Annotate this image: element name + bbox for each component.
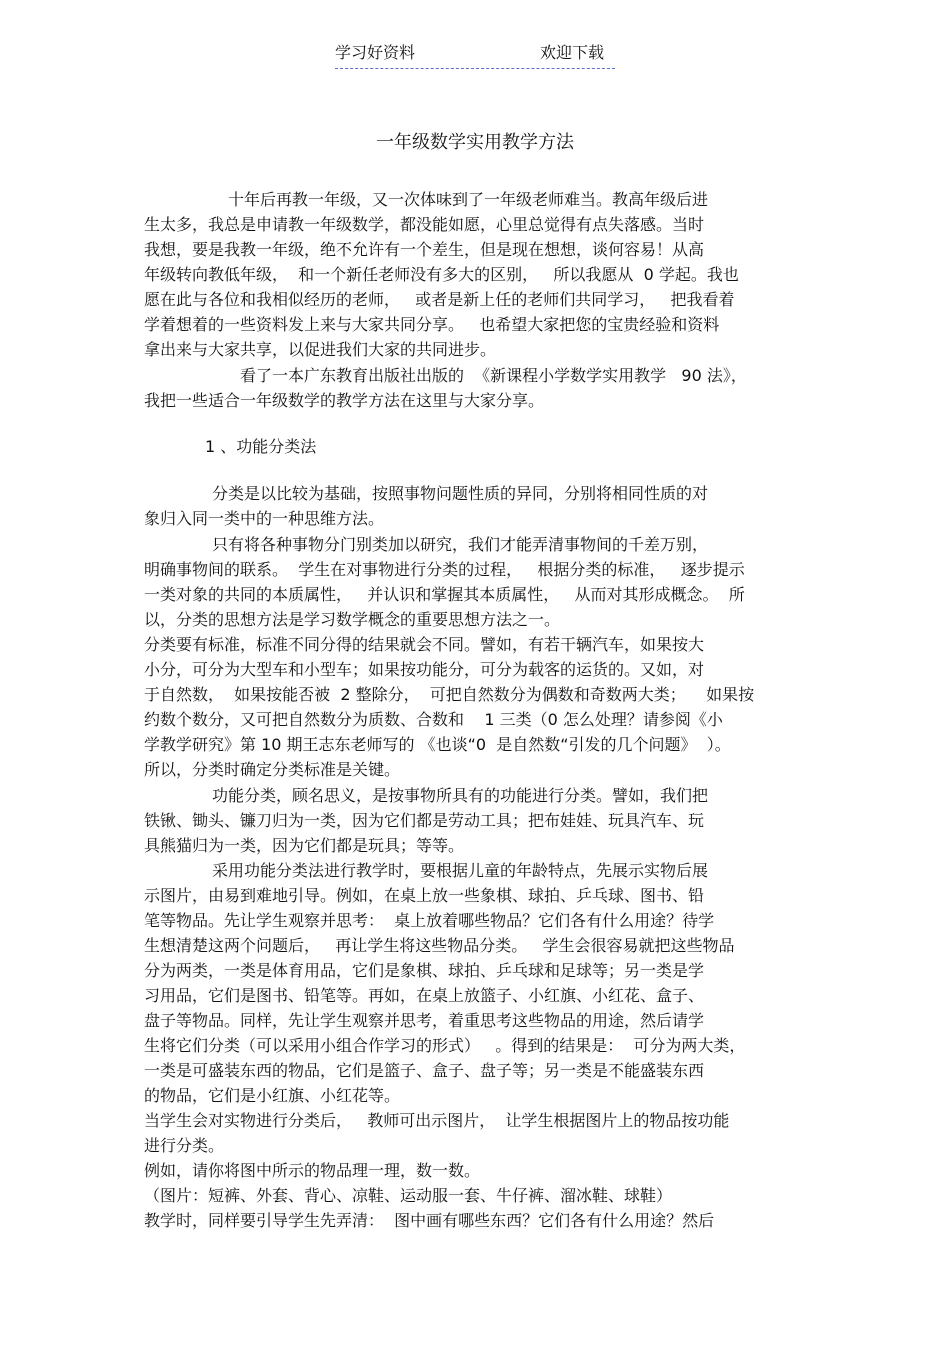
text-line: 愿在此与各位和我相似经历的老师， 或者是新上任的老师们共同学习， 把我看着: [144, 290, 735, 309]
text-line: 生太多，我总是申请教一年级数学，都没能如愿，心里总觉得有点失落感。当时: [144, 215, 705, 234]
text-line: 分类是以比较为基础，按照事物问题性质的异同，分别将相同性质的对: [212, 484, 709, 503]
text-line: 分为两类，一类是体育用品，它们是象棋、球拍、乒乓球和足球等；另一类是学: [144, 961, 705, 980]
text-line: 铁锹、锄头、镰刀归为一类，因为它们都是劳动工具；把布娃娃、玩具汽车、玩: [144, 811, 705, 830]
text-line: 例如，请你将图中所示的物品理一理，数一数。: [144, 1161, 481, 1180]
text-line: 的物品，它们是小红旗、小红花等。: [144, 1086, 401, 1105]
page-header: [335, 42, 615, 69]
document-title: 一年级数学实用教学方法: [376, 132, 574, 153]
text-line: 学教学研究》第 10 期王志东老师写的 《也谈“0 是自然数“引发的几个问题》 ）。: [144, 735, 731, 754]
text-line: 一类对象的共同的本质属性， 并认识和掌握其本质属性， 从而对其形成概念。 所: [144, 585, 745, 604]
text-line: 具熊猫归为一类，因为它们都是玩具；等等。: [144, 836, 465, 855]
text-line: 年级转向教低年级， 和一个新任老师没有多大的区别， 所以我愿从 0 学起。我也: [144, 265, 739, 284]
text-line: 采用功能分类法进行教学时，要根据儿童的年龄特点，先展示实物后展: [212, 861, 709, 880]
text-line: 我想，要是我教一年级，绝不允许有一个差生，但是现在想想，谈何容易！从高: [144, 240, 705, 259]
text-line: 功能分类，顾名思义，是按事物所具有的功能进行分类。譬如，我们把: [212, 786, 709, 805]
text-line: 当学生会对实物进行分类后， 教师可出示图片， 让学生根据图片上的物品按功能: [144, 1111, 730, 1130]
text-line: 笔等物品。先让学生观察并思考： 桌上放着哪些物品？它们各有什么用途？待学: [144, 911, 715, 930]
text-line: 一类是可盛装东西的物品，它们是篮子、盒子、盘子等；另一类是不能盛装东西: [144, 1061, 705, 1080]
text-line: 约数个数分，又可把自然数分为质数、合数和 1 三类（0 怎么处理？请参阅《小: [144, 710, 723, 729]
text-line: （图片：短裤、外套、背心、凉鞋、运动服一套、牛仔裤、溜冰鞋、球鞋）: [144, 1186, 673, 1205]
text-line: 十年后再教一年级，又一次体味到了一年级老师难当。教高年级后进: [228, 190, 709, 209]
text-line: 象归入同一类中的一种思维方法。: [144, 509, 385, 528]
text-line: 以，分类的思想方法是学习数学概念的重要思想方法之一。: [144, 610, 561, 629]
text-line: 我把一些适合一年级数学的教学方法在这里与大家分享。: [144, 391, 545, 410]
text-line: 明确事物间的联系。 学生在对事物进行分类的过程， 根据分类的标准， 逐步提示: [144, 560, 745, 579]
text-line: 习用品，它们是图书、铅笔等。再如，在桌上放篮子、小红旗、小红花、盒子、: [144, 986, 705, 1005]
text-line: 所以，分类时确定分类标准是关键。: [144, 760, 401, 779]
text-line: 生想清楚这两个问题后， 再让学生将这些物品分类。 学生会很容易就把这些物品: [144, 936, 735, 955]
text-line: 看了一本广东教育出版社出版的 《新课程小学数学实用教学 90 法》，: [240, 366, 747, 385]
text-line: 盘子等物品。同样，先让学生观察并思考，着重思考这些物品的用途，然后请学: [144, 1011, 705, 1030]
text-line: 小分，可分为大型车和小型车；如果按功能分，可分为载客的运货的。又如，对: [144, 660, 705, 679]
text-line: 于自然数， 如果按能否被 2 整除分， 可把自然数分为偶数和奇数两大类； 如果按: [144, 685, 755, 704]
text-line: 教学时，同样要引导学生先弄清： 图中画有哪些东西？它们各有什么用途？然后: [144, 1211, 715, 1230]
text-line: 进行分类。: [144, 1136, 225, 1155]
text-line: 学着想着的一些资料发上来与大家共同分享。 也希望大家把您的宝贵经验和资料: [144, 315, 720, 334]
text-line: 分类要有标准，标准不同分得的结果就会不同。譬如，有若干辆汽车，如果按大: [144, 635, 705, 654]
text-line: 生将它们分类（可以采用小组合作学习的形式） 。得到的结果是： 可分为两大类，: [144, 1036, 746, 1055]
header-left-text: 学习好资料: [335, 43, 416, 62]
section-heading: 1 、功能分类法: [205, 437, 317, 456]
text-line: 拿出来与大家共享，以促进我们大家的共同进步。: [144, 340, 497, 359]
header-right-text: 欢迎下载: [540, 43, 605, 62]
text-line: 只有将各种事物分门别类加以研究，我们才能弄清事物间的千差万别，: [212, 535, 709, 554]
text-line: 示图片，由易到难地引导。例如，在桌上放一些象棋、球拍、乒乓球、图书、铅: [144, 886, 705, 905]
